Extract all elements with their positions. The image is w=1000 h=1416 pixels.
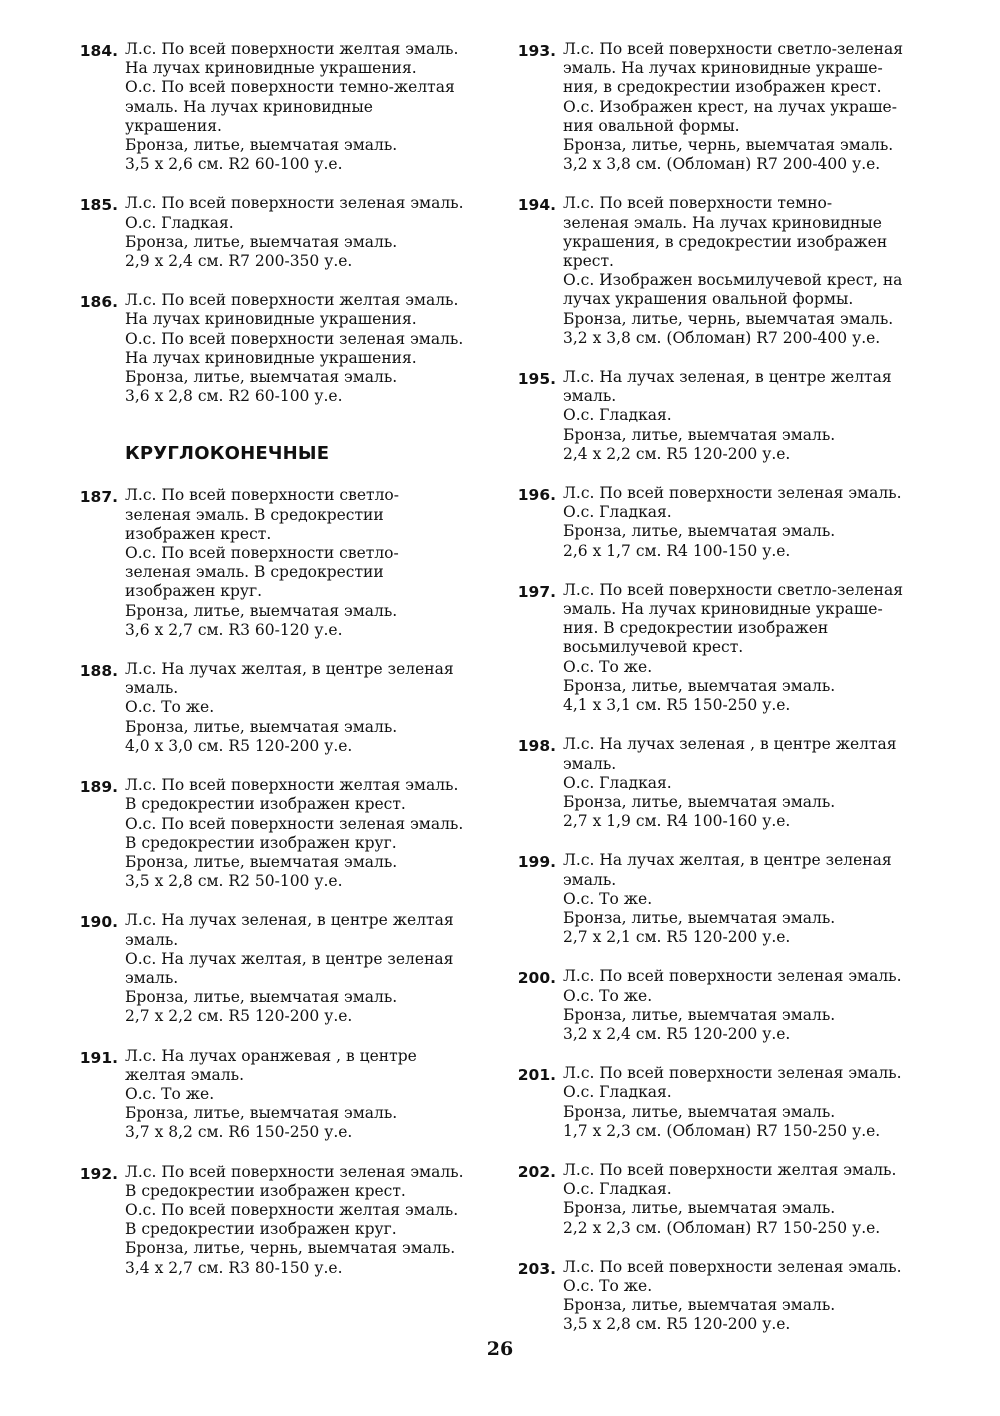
entry-line: В средокрестии изображен круг. xyxy=(125,1220,397,1239)
left-entries-before xyxy=(70,40,500,406)
entry-line: О.с. Гладкая. xyxy=(125,213,234,232)
entry-line: 2,2 х 2,3 см. (Обломан) R7 150-250 у.е. xyxy=(563,1218,881,1237)
entry-line: Бронза, литье, выемчатая эмаль. xyxy=(563,522,836,541)
left-entries-after xyxy=(70,486,500,1277)
entry-number: 188. xyxy=(79,662,118,681)
entry-line: ния овальной формы. xyxy=(563,116,740,135)
entry-line: 3,6 х 2,7 см. R3 60-120 у.е. xyxy=(125,620,343,639)
entry-line: Бронза, литье, чернь, выемчатая эмаль. xyxy=(563,309,894,328)
entry-line: Бронза, литье, чернь, выемчатая эмаль. xyxy=(563,136,894,155)
entry-line: Л.с. По всей поверхности зеленая эмаль. xyxy=(563,484,902,503)
entry-number: 192. xyxy=(79,1164,118,1183)
entry-line: На лучах криновидные украшения. xyxy=(125,348,417,367)
entry-line: эмаль. xyxy=(125,930,179,949)
entry-line: О.с. По всей поверхности зеленая эмаль. xyxy=(125,814,464,833)
entry-line: лучах украшения овальной формы. xyxy=(563,290,854,309)
entry-description xyxy=(563,851,948,947)
entry-line: 3,6 х 2,8 см. R2 60-100 у.е. xyxy=(125,387,343,406)
catalog-entry xyxy=(508,194,948,348)
entry-number: 201. xyxy=(517,1066,556,1085)
catalog-entry xyxy=(508,967,948,1044)
catalog-entry xyxy=(70,1047,500,1143)
entry-number: 200. xyxy=(517,969,556,988)
entry-description xyxy=(125,194,500,271)
entry-line: эмаль. На лучах криновидные украше- xyxy=(563,59,883,78)
entry-description xyxy=(563,1161,948,1238)
entry-line: 2,7 х 2,1 см. R5 120-200 у.е. xyxy=(563,928,791,947)
entry-line: 2,4 х 2,2 см. R5 120-200 у.е. xyxy=(563,444,791,463)
entry-description xyxy=(563,1258,948,1335)
entry-line: Бронза, литье, выемчатая эмаль. xyxy=(125,852,398,871)
entry-line: Л.с. По всей поверхности зеленая эмаль. xyxy=(563,967,902,986)
entry-line: эмаль. xyxy=(563,870,617,889)
entry-line: 2,7 х 1,9 см. R4 100-160 у.е. xyxy=(563,812,791,831)
entry-line: 3,2 х 3,8 см. (Обломан) R7 200-400 у.е. xyxy=(563,328,881,347)
entry-line: Л.с. По всей поверхности зеленая эмаль. xyxy=(125,1162,464,1181)
entry-line: Бронза, литье, выемчатая эмаль. xyxy=(563,1296,836,1315)
entry-description xyxy=(563,1064,948,1141)
entry-line: О.с. На лучах желтая, в центре зеленая xyxy=(125,949,454,968)
entry-line: 3,5 х 2,8 см. R5 120-200 у.е. xyxy=(563,1315,791,1334)
entry-line: Бронза, литье, выемчатая эмаль. xyxy=(563,1199,836,1218)
entry-line: 4,0 х 3,0 см. R5 120-200 у.е. xyxy=(125,736,353,755)
catalog-entry xyxy=(508,40,948,174)
entry-line: 2,7 х 2,2 см. R5 120-200 у.е. xyxy=(125,1007,353,1026)
entry-line: На лучах криновидные украшения. xyxy=(125,310,417,329)
entry-line: О.с. Гладкая. xyxy=(563,503,672,522)
entry-line: восьмилучевой крест. xyxy=(563,638,744,657)
entry-line: Л.с. На лучах желтая, в центре зеленая xyxy=(125,660,454,679)
entry-line: Бронза, литье, выемчатая эмаль. xyxy=(125,601,398,620)
entry-line: эмаль. На лучах криновидные украше- xyxy=(563,600,883,619)
catalog-entry xyxy=(508,735,948,831)
entry-line: украшения. xyxy=(125,116,222,135)
entry-line: зеленая эмаль. В средокрестии xyxy=(125,563,384,582)
entry-line: Л.с. По всей поверхности зеленая эмаль. xyxy=(563,1257,902,1276)
right-column xyxy=(508,40,948,1355)
entry-line: О.с. По всей поверхности темно-желтая xyxy=(125,78,455,97)
catalog-entry xyxy=(70,291,500,406)
entry-description xyxy=(563,40,948,174)
entry-description xyxy=(563,368,948,464)
entry-line: изображен круг. xyxy=(125,582,263,601)
entry-line: 3,7 х 8,2 см. R6 150-250 у.е. xyxy=(125,1123,353,1142)
entry-line: Л.с. По всей поверхности светло- xyxy=(125,486,399,505)
entry-line: В средокрестии изображен крест. xyxy=(125,795,406,814)
entry-line: Л.с. По всей поверхности желтая эмаль. xyxy=(563,1160,897,1179)
left-column xyxy=(70,40,500,1298)
entry-line: О.с. По всей поверхности желтая эмаль. xyxy=(125,1200,459,1219)
entry-line: Л.с. По всей поверхности зеленая эмаль. xyxy=(563,1064,902,1083)
entry-line: Бронза, литье, выемчатая эмаль. xyxy=(563,1005,836,1024)
entry-number: 184. xyxy=(79,42,118,60)
catalog-entry xyxy=(508,484,948,561)
entry-description xyxy=(563,484,948,561)
entry-line: Бронза, литье, выемчатая эмаль. xyxy=(125,988,398,1007)
page-number: 26 xyxy=(486,1338,514,1360)
catalog-entry xyxy=(70,486,500,640)
entry-line: эмаль. xyxy=(563,387,617,406)
entry-number: 190. xyxy=(79,913,118,932)
entry-line: В средокрестии изображен круг. xyxy=(125,833,397,852)
catalog-entry xyxy=(70,194,500,271)
entry-line: эмаль. xyxy=(125,968,179,987)
entry-line: 3,4 х 2,7 см. R3 80-150 у.е. xyxy=(125,1258,343,1277)
entry-line: крест. xyxy=(563,252,614,271)
entry-line: О.с. Гладкая. xyxy=(563,406,672,425)
entry-number: 197. xyxy=(517,582,556,601)
entry-line: 4,1 х 3,1 см. R5 150-250 у.е. xyxy=(563,696,791,715)
entry-line: Бронза, литье, выемчатая эмаль. xyxy=(125,368,398,387)
entry-number: 198. xyxy=(517,737,556,756)
catalog-entry xyxy=(508,851,948,947)
entry-line: Бронза, литье, выемчатая эмаль. xyxy=(563,792,836,811)
entry-line: О.с. По всей поверхности светло- xyxy=(125,544,399,563)
entry-line: О.с. Гладкая. xyxy=(563,773,672,792)
entry-description xyxy=(125,486,500,640)
catalog-entry xyxy=(508,1161,948,1238)
entry-line: О.с. То же. xyxy=(125,1084,215,1103)
entry-line: О.с. То же. xyxy=(563,657,653,676)
entry-line: зеленая эмаль. В средокрестии xyxy=(125,505,384,524)
entry-line: О.с. Изображен восьмилучевой крест, на xyxy=(563,271,903,290)
entry-line: эмаль. xyxy=(563,754,617,773)
catalog-entry xyxy=(70,776,500,891)
catalog-entry xyxy=(508,1258,948,1335)
entry-line: Бронза, литье, выемчатая эмаль. xyxy=(563,1102,836,1121)
section-heading: КРУГЛОКОНЕЧНЫЕ xyxy=(125,443,330,465)
catalog-entry xyxy=(70,911,500,1026)
right-entries xyxy=(508,40,948,1335)
entry-line: Л.с. По всей поверхности зеленая эмаль. xyxy=(125,194,464,213)
entry-line: Л.с. На лучах зеленая, в центре желтая xyxy=(125,911,454,930)
catalog-entry xyxy=(508,581,948,715)
entry-line: Бронза, литье, чернь, выемчатая эмаль. xyxy=(125,1239,456,1258)
entry-line: 1,7 х 2,3 см. (Обломан) R7 150-250 у.е. xyxy=(563,1121,881,1140)
entry-number: 196. xyxy=(517,486,556,505)
entry-line: зеленая эмаль. На лучах криновидные xyxy=(563,213,882,232)
entry-description xyxy=(125,911,500,1026)
entry-line: Л.с. На лучах зеленая, в центре желтая xyxy=(563,368,892,387)
entry-line: 3,2 х 3,8 см. (Обломан) R7 200-400 у.е. xyxy=(563,155,881,174)
entry-line: 2,9 х 2,4 см. R7 200-350 у.е. xyxy=(125,252,353,271)
entry-number: 191. xyxy=(79,1048,118,1067)
entry-description xyxy=(563,194,948,348)
entry-description xyxy=(563,967,948,1044)
entry-line: О.с. По всей поверхности зеленая эмаль. xyxy=(125,329,464,348)
catalog-entry xyxy=(508,368,948,464)
entry-line: Л.с. По всей поверхности светло-зеленая xyxy=(563,40,903,58)
entry-number: 185. xyxy=(79,196,118,215)
entry-description xyxy=(125,291,500,406)
entry-line: 3,5 х 2,8 см. R2 50-100 у.е. xyxy=(125,872,343,891)
entry-line: О.с. Изображен крест, на лучах украше- xyxy=(563,97,897,116)
entry-description xyxy=(125,1047,500,1143)
entry-description xyxy=(125,40,500,174)
entry-line: 3,5 х 2,6 см. R2 60-100 у.е. xyxy=(125,155,343,174)
entry-line: Л.с. На лучах желтая, в центре зеленая xyxy=(563,851,892,870)
entry-line: Бронза, литье, выемчатая эмаль. xyxy=(125,717,398,736)
entry-line: Л.с. По всей поверхности темно- xyxy=(563,194,833,213)
entry-line: изображен крест. xyxy=(125,524,272,543)
entry-number: 202. xyxy=(517,1162,556,1181)
entry-line: О.с. То же. xyxy=(563,1276,653,1295)
entry-line: Бронза, литье, выемчатая эмаль. xyxy=(125,232,398,251)
entry-line: В средокрестии изображен крест. xyxy=(125,1181,406,1200)
entry-line: эмаль. xyxy=(125,679,179,698)
entry-line: Бронза, литье, выемчатая эмаль. xyxy=(125,1104,398,1123)
entry-number: 195. xyxy=(517,370,556,389)
entry-line: О.с. То же. xyxy=(563,986,653,1005)
entry-line: О.с. Гладкая. xyxy=(563,1180,672,1199)
entry-line: Бронза, литье, выемчатая эмаль. xyxy=(563,676,836,695)
catalog-entry xyxy=(70,40,500,174)
entry-line: Л.с. По всей поверхности желтая эмаль. xyxy=(125,291,459,310)
entry-number: 194. xyxy=(517,196,556,215)
entry-number: 199. xyxy=(517,853,556,872)
entry-number: 189. xyxy=(79,778,118,797)
entry-line: На лучах криновидные украшения. xyxy=(125,59,417,78)
entry-line: Л.с. По всей поверхности желтая эмаль. xyxy=(125,40,459,58)
entry-line: О.с. То же. xyxy=(563,889,653,908)
entry-line: Л.с. По всей поверхности желтая эмаль. xyxy=(125,776,459,795)
catalog-entry xyxy=(508,1064,948,1141)
entry-line: Л.с. По всей поверхности светло-зеленая xyxy=(563,580,903,599)
entry-line: Л.с. На лучах оранжевая , в центре xyxy=(125,1046,417,1065)
catalog-entry xyxy=(70,660,500,756)
entry-line: эмаль. На лучах криновидные xyxy=(125,97,373,116)
entry-line: ния. В средокрестии изображен xyxy=(563,619,829,638)
entry-line: О.с. Гладкая. xyxy=(563,1083,672,1102)
entry-line: 3,2 х 2,4 см. R5 120-200 у.е. xyxy=(563,1024,791,1043)
entry-number: 203. xyxy=(517,1259,556,1278)
entry-line: Бронза, литье, выемчатая эмаль. xyxy=(563,425,836,444)
entry-line: Бронза, литье, выемчатая эмаль. xyxy=(563,908,836,927)
entry-description xyxy=(125,1163,500,1278)
entry-line: Бронза, литье, выемчатая эмаль. xyxy=(125,136,398,155)
entry-description xyxy=(563,735,948,831)
entry-line: ния, в средокрестии изображен крест. xyxy=(563,78,882,97)
entry-number: 187. xyxy=(79,488,118,507)
entry-line: украшения, в средокрестии изображен xyxy=(563,232,888,251)
entry-number: 186. xyxy=(79,293,118,312)
catalog-entry xyxy=(70,1163,500,1278)
entry-number: 193. xyxy=(517,42,556,60)
entry-line: Л.с. На лучах зеленая , в центре желтая xyxy=(563,735,897,754)
entry-description xyxy=(125,776,500,891)
entry-description xyxy=(125,660,500,756)
entry-description xyxy=(563,581,948,715)
entry-line: желтая эмаль. xyxy=(125,1065,244,1084)
entry-line: 2,6 х 1,7 см. R4 100-150 у.е. xyxy=(563,541,791,560)
entry-line: О.с. То же. xyxy=(125,698,215,717)
